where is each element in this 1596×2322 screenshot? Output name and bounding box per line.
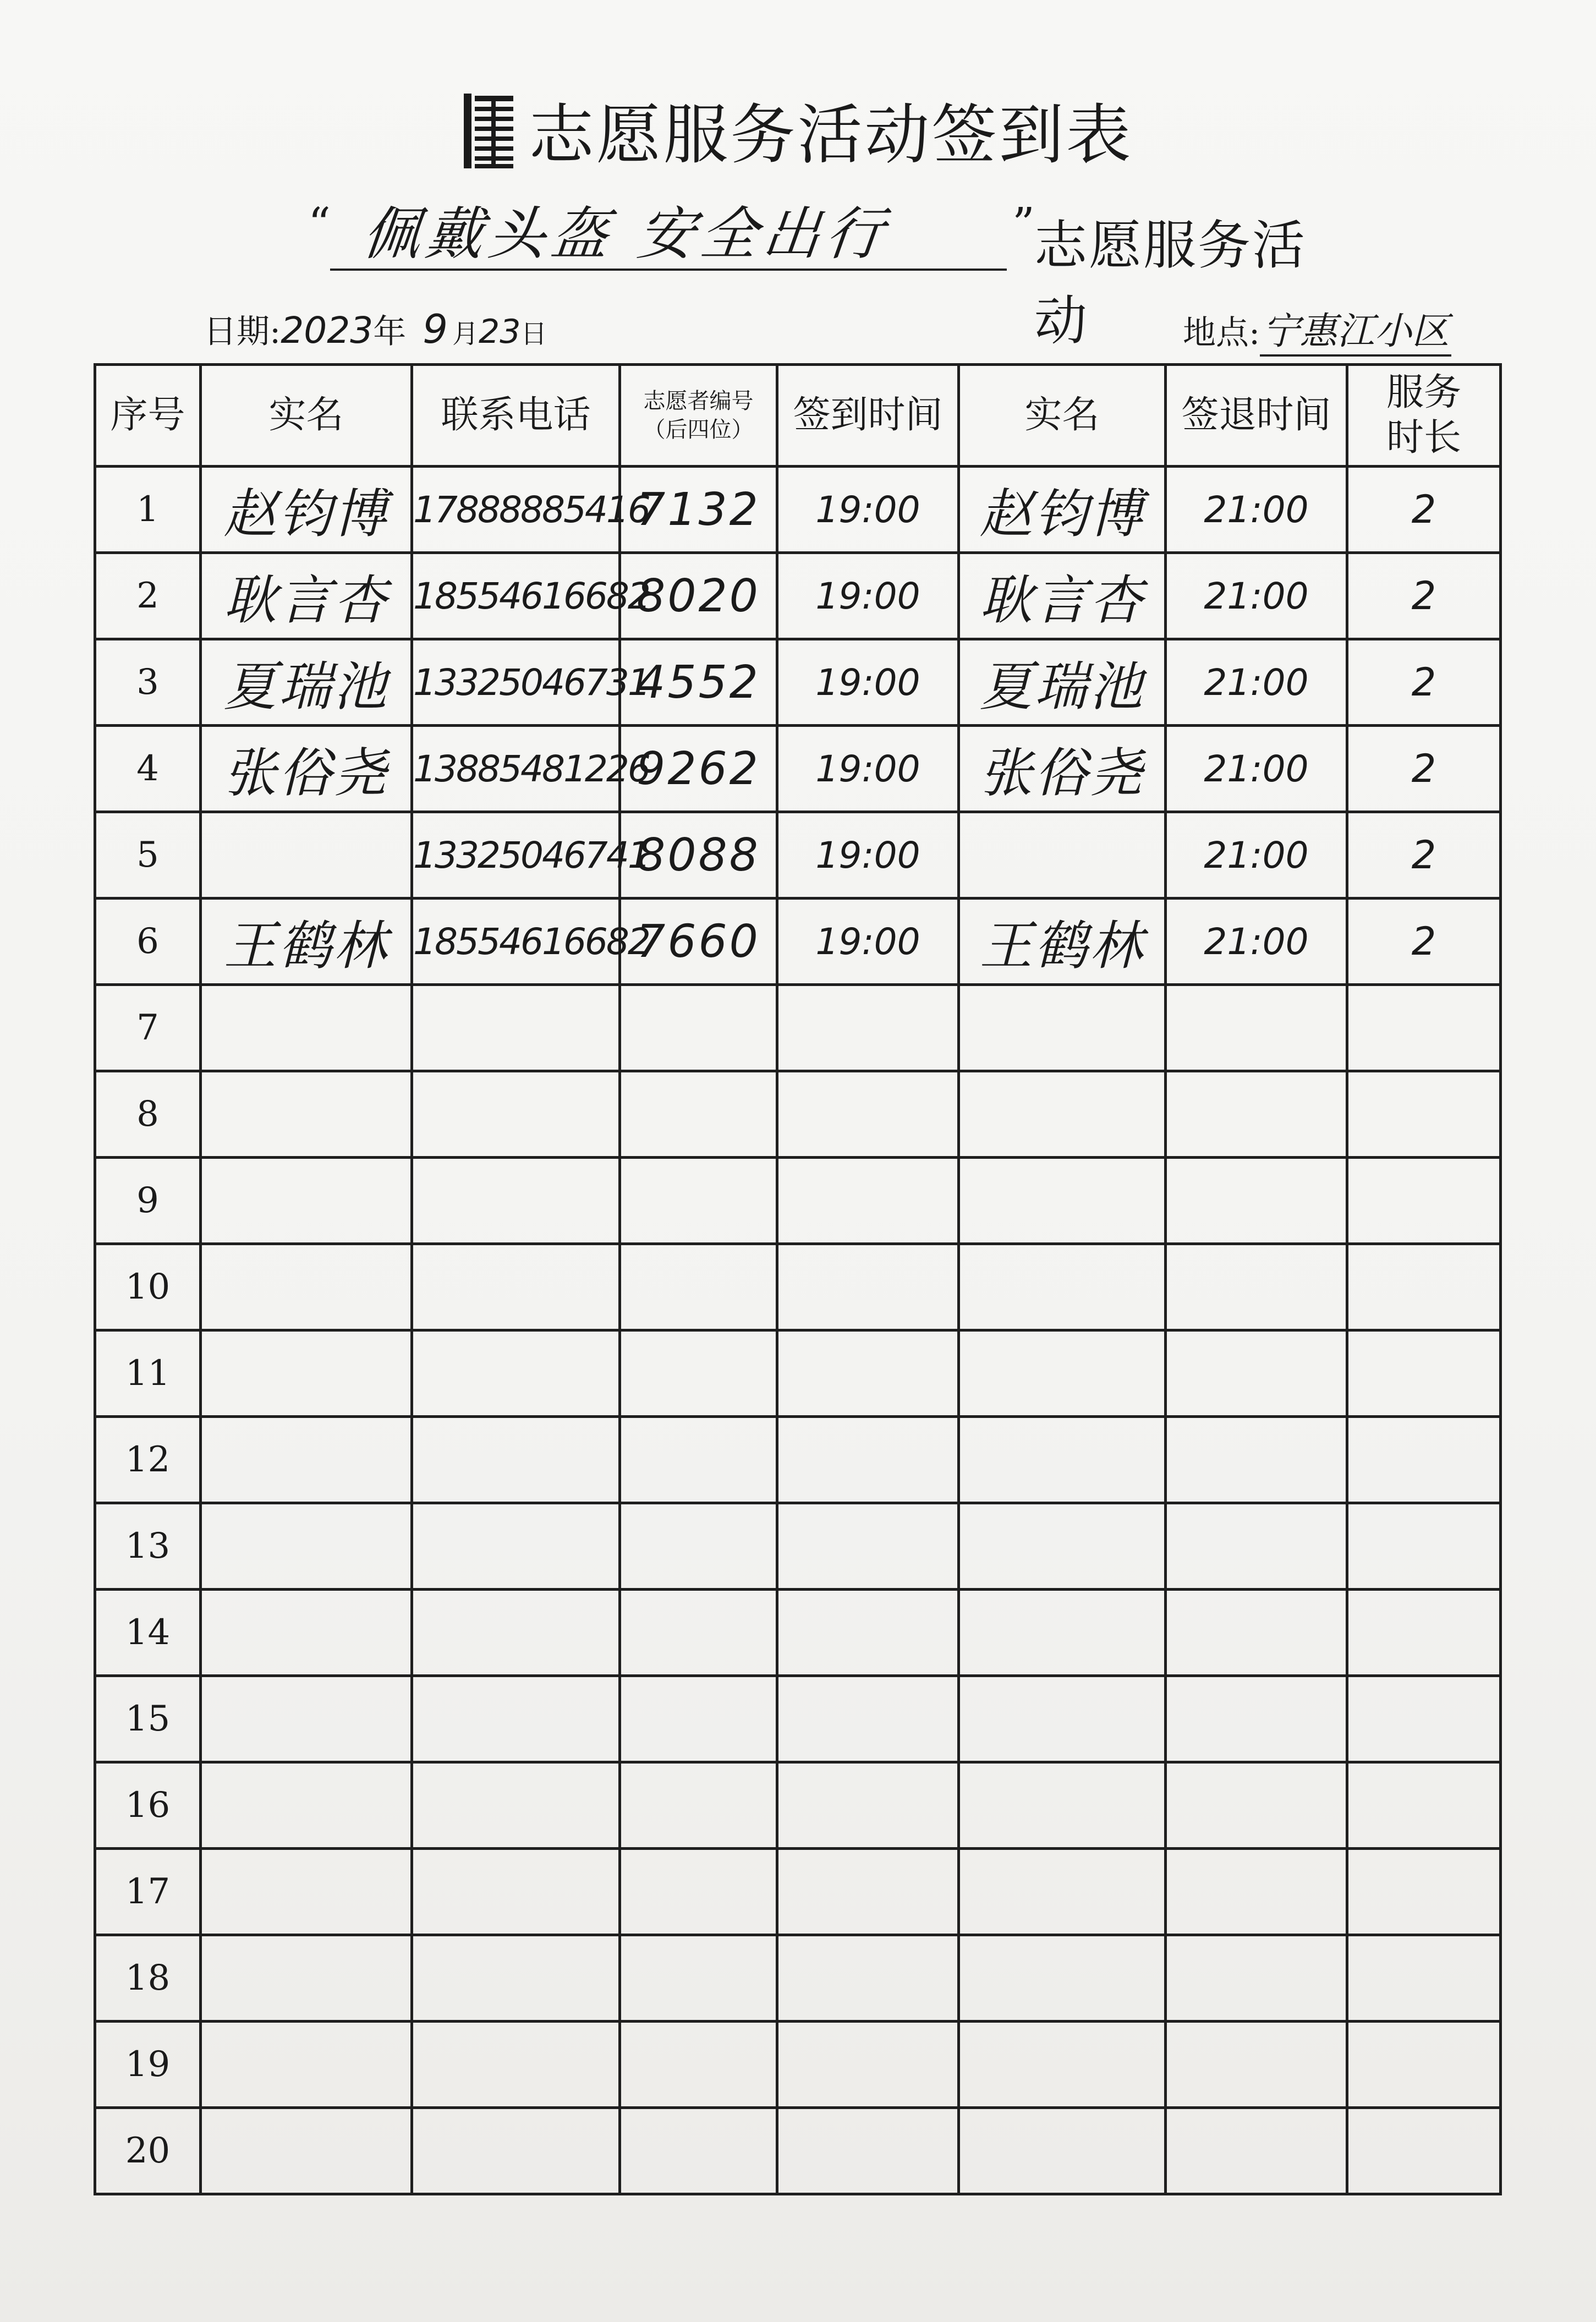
volunteer-logo-icon bbox=[463, 92, 515, 169]
table-row bbox=[95, 1071, 1501, 1158]
table-row bbox=[95, 899, 1501, 985]
name-cell bbox=[201, 1676, 412, 1762]
signout-name-cell bbox=[959, 1158, 1166, 1244]
volunteer-id-cell: 7132 bbox=[620, 467, 777, 553]
signout-name-cell bbox=[959, 1849, 1166, 1935]
checkin-cell bbox=[777, 1417, 959, 1503]
phone-cell bbox=[412, 1849, 620, 1935]
signout-name-cell bbox=[959, 1417, 1166, 1503]
checkin-cell bbox=[777, 1330, 959, 1417]
signout-name-cell bbox=[959, 1503, 1166, 1590]
volunteer-id-cell bbox=[620, 2108, 777, 2194]
phone-cell bbox=[412, 1762, 620, 1849]
seq-cell: 5 bbox=[95, 812, 201, 899]
checkin-cell bbox=[777, 1503, 959, 1590]
checkin-cell: 19:00 bbox=[777, 467, 959, 553]
signout-name-cell: 赵钧博 bbox=[959, 467, 1166, 553]
table-row bbox=[95, 1330, 1501, 1417]
duration-cell bbox=[1347, 1158, 1501, 1244]
volunteer-id-cell bbox=[620, 1503, 777, 1590]
col-header-checkout: 签退时间 bbox=[1166, 365, 1347, 467]
col-header-volunteer-id-line2: （后四位） bbox=[643, 417, 754, 442]
phone-cell bbox=[412, 2022, 620, 2108]
checkin-cell bbox=[777, 985, 959, 1071]
checkin-cell bbox=[777, 1676, 959, 1762]
location-value: 宁惠江小区 bbox=[1260, 310, 1451, 357]
duration-cell: 2 bbox=[1347, 726, 1501, 812]
volunteer-id-cell: 8088 bbox=[620, 812, 777, 899]
signout-name-cell bbox=[959, 812, 1166, 899]
checkout-cell bbox=[1166, 1071, 1347, 1158]
volunteer-id-cell bbox=[620, 1071, 777, 1158]
seq-cell: 7 bbox=[95, 985, 201, 1071]
name-cell bbox=[201, 812, 412, 899]
phone-cell bbox=[412, 1590, 620, 1676]
table-row bbox=[95, 553, 1501, 639]
table-row bbox=[95, 1762, 1501, 1849]
duration-cell bbox=[1347, 985, 1501, 1071]
activity-name: 佩戴头盔 安全出行 bbox=[359, 200, 892, 267]
phone-cell: 13325046731 bbox=[412, 639, 620, 726]
seq-cell: 19 bbox=[95, 2022, 201, 2108]
duration-cell bbox=[1347, 1503, 1501, 1590]
checkout-cell: 21:00 bbox=[1166, 639, 1347, 726]
checkout-cell bbox=[1166, 1503, 1347, 1590]
seq-cell: 8 bbox=[95, 1071, 201, 1158]
phone-cell bbox=[412, 1158, 620, 1244]
table-row bbox=[95, 2022, 1501, 2108]
signout-name-cell bbox=[959, 985, 1166, 1071]
phone-cell bbox=[412, 985, 620, 1071]
phone-cell: 13325046741 bbox=[412, 812, 620, 899]
col-header-volunteer-id-line1: 志愿者编号 bbox=[643, 388, 754, 414]
signout-name-cell bbox=[959, 1590, 1166, 1676]
volunteer-id-cell bbox=[620, 1762, 777, 1849]
duration-cell: 2 bbox=[1347, 812, 1501, 899]
col-header-name: 实名 bbox=[201, 365, 412, 467]
name-cell bbox=[201, 1417, 412, 1503]
checkout-cell: 21:00 bbox=[1166, 467, 1347, 553]
table-row bbox=[95, 812, 1501, 899]
volunteer-id-cell: 7660 bbox=[620, 899, 777, 985]
phone-cell bbox=[412, 1676, 620, 1762]
date-label: 日期: bbox=[204, 313, 281, 351]
table-row bbox=[95, 1503, 1501, 1590]
checkout-cell bbox=[1166, 985, 1347, 1071]
seq-cell: 1 bbox=[95, 467, 201, 553]
date-year: 2023 bbox=[281, 309, 374, 352]
checkout-cell bbox=[1166, 1762, 1347, 1849]
duration-cell bbox=[1347, 1762, 1501, 1849]
col-header-phone: 联系电话 bbox=[412, 365, 620, 467]
checkout-cell bbox=[1166, 2022, 1347, 2108]
seq-cell: 16 bbox=[95, 1762, 201, 1849]
date-day-unit: 日 bbox=[520, 319, 547, 349]
checkin-cell bbox=[777, 1244, 959, 1330]
seq-cell: 3 bbox=[95, 639, 201, 726]
duration-cell bbox=[1347, 1935, 1501, 2022]
signout-name-cell bbox=[959, 1935, 1166, 2022]
checkin-cell: 19:00 bbox=[777, 639, 959, 726]
duration-cell bbox=[1347, 1244, 1501, 1330]
checkout-cell bbox=[1166, 1244, 1347, 1330]
checkout-cell bbox=[1166, 1590, 1347, 1676]
volunteer-id-cell: 9262 bbox=[620, 726, 777, 812]
signout-name-cell: 耿言杏 bbox=[959, 553, 1166, 639]
duration-cell bbox=[1347, 2022, 1501, 2108]
signout-name-cell bbox=[959, 2022, 1166, 2108]
date-day: 23 bbox=[479, 313, 521, 351]
name-cell bbox=[201, 1503, 412, 1590]
signout-name-cell bbox=[959, 1071, 1166, 1158]
seq-cell: 2 bbox=[95, 553, 201, 639]
checkin-cell bbox=[777, 1158, 959, 1244]
date-field bbox=[204, 305, 547, 353]
duration-cell: 2 bbox=[1347, 553, 1501, 639]
table-row bbox=[95, 2108, 1501, 2194]
phone-cell: 13885481226 bbox=[412, 726, 620, 812]
phone-cell bbox=[412, 1503, 620, 1590]
checkin-cell bbox=[777, 1935, 959, 2022]
name-cell bbox=[201, 1158, 412, 1244]
duration-cell: 2 bbox=[1347, 639, 1501, 726]
checkout-cell: 21:00 bbox=[1166, 553, 1347, 639]
name-cell: 张俗尧 bbox=[201, 726, 412, 812]
checkin-cell: 19:00 bbox=[777, 899, 959, 985]
name-cell: 耿言杏 bbox=[201, 553, 412, 639]
volunteer-id-cell bbox=[620, 1244, 777, 1330]
duration-cell bbox=[1347, 1676, 1501, 1762]
checkout-cell bbox=[1166, 1935, 1347, 2022]
table-row bbox=[95, 467, 1501, 553]
col-header-duration bbox=[1347, 365, 1501, 467]
volunteer-id-cell bbox=[620, 1676, 777, 1762]
checkin-cell: 19:00 bbox=[777, 726, 959, 812]
signout-name-cell bbox=[959, 2108, 1166, 2194]
duration-cell bbox=[1347, 1330, 1501, 1417]
table-row bbox=[95, 1158, 1501, 1244]
activity-underline bbox=[330, 269, 1007, 271]
checkout-cell bbox=[1166, 1676, 1347, 1762]
signout-name-cell bbox=[959, 1676, 1166, 1762]
date-year-unit: 年 bbox=[373, 313, 407, 351]
table-row bbox=[95, 639, 1501, 726]
duration-cell bbox=[1347, 1071, 1501, 1158]
checkout-cell: 21:00 bbox=[1166, 726, 1347, 812]
checkout-cell bbox=[1166, 1158, 1347, 1244]
checkin-cell bbox=[777, 2022, 959, 2108]
name-cell bbox=[201, 1590, 412, 1676]
signout-name-cell: 王鹤林 bbox=[959, 899, 1166, 985]
phone-cell: 18554616682 bbox=[412, 553, 620, 639]
duration-cell bbox=[1347, 1849, 1501, 1935]
volunteer-id-cell bbox=[620, 2022, 777, 2108]
name-cell: 王鹤林 bbox=[201, 899, 412, 985]
close-quote: ” bbox=[1012, 198, 1035, 249]
name-cell bbox=[201, 985, 412, 1071]
signout-name-cell bbox=[959, 1244, 1166, 1330]
volunteer-id-cell bbox=[620, 1590, 777, 1676]
date-month-unit: 月 bbox=[452, 319, 479, 349]
checkout-cell: 21:00 bbox=[1166, 812, 1347, 899]
table-header-row bbox=[95, 365, 1501, 467]
checkin-cell bbox=[777, 1762, 959, 1849]
checkin-cell: 19:00 bbox=[777, 812, 959, 899]
table-row bbox=[95, 1417, 1501, 1503]
signout-name-cell: 张俗尧 bbox=[959, 726, 1166, 812]
table-row bbox=[95, 1935, 1501, 2022]
name-cell bbox=[201, 1244, 412, 1330]
table-row bbox=[95, 1676, 1501, 1762]
signout-name-cell bbox=[959, 1762, 1166, 1849]
checkout-cell bbox=[1166, 2108, 1347, 2194]
signout-name-cell bbox=[959, 1330, 1166, 1417]
checkin-cell: 19:00 bbox=[777, 553, 959, 639]
table-row bbox=[95, 1590, 1501, 1676]
phone-cell bbox=[412, 1244, 620, 1330]
phone-cell bbox=[412, 1417, 620, 1503]
table-row bbox=[95, 726, 1501, 812]
signout-name-cell: 夏瑞池 bbox=[959, 639, 1166, 726]
seq-cell: 14 bbox=[95, 1590, 201, 1676]
duration-cell bbox=[1347, 1590, 1501, 1676]
seq-cell: 17 bbox=[95, 1849, 201, 1935]
date-month: 9 bbox=[423, 306, 448, 352]
phone-cell bbox=[412, 1935, 620, 2022]
checkout-cell: 21:00 bbox=[1166, 899, 1347, 985]
col-header-checkin: 签到时间 bbox=[777, 365, 959, 467]
signin-table bbox=[94, 363, 1502, 2195]
seq-cell: 6 bbox=[95, 899, 201, 985]
checkin-cell bbox=[777, 2108, 959, 2194]
duration-cell bbox=[1347, 1417, 1501, 1503]
volunteer-id-cell bbox=[620, 1330, 777, 1417]
name-cell bbox=[201, 1330, 412, 1417]
seq-cell: 13 bbox=[95, 1503, 201, 1590]
phone-cell bbox=[412, 1071, 620, 1158]
phone-cell: 17888885416 bbox=[412, 467, 620, 553]
seq-cell: 11 bbox=[95, 1330, 201, 1417]
name-cell bbox=[201, 2108, 412, 2194]
name-cell bbox=[201, 1071, 412, 1158]
volunteer-id-cell bbox=[620, 1158, 777, 1244]
table-row bbox=[95, 1849, 1501, 1935]
seq-cell: 10 bbox=[95, 1244, 201, 1330]
seq-cell: 20 bbox=[95, 2108, 201, 2194]
volunteer-id-cell bbox=[620, 1849, 777, 1935]
title-text: 志愿服务活动签到表 bbox=[529, 97, 1133, 173]
table-body bbox=[95, 467, 1501, 2194]
name-cell bbox=[201, 1762, 412, 1849]
col-header-seq: 序号 bbox=[95, 365, 201, 467]
seq-cell: 9 bbox=[95, 1158, 201, 1244]
checkout-cell bbox=[1166, 1417, 1347, 1503]
seq-cell: 15 bbox=[95, 1676, 201, 1762]
duration-cell: 2 bbox=[1347, 467, 1501, 553]
col-header-duration-line2: 时长 bbox=[1386, 416, 1461, 459]
seq-cell: 12 bbox=[95, 1417, 201, 1503]
checkin-cell bbox=[777, 1849, 959, 1935]
location-label: 地点: bbox=[1183, 314, 1260, 352]
open-quote: “ bbox=[308, 198, 331, 249]
duration-cell bbox=[1347, 2108, 1501, 2194]
volunteer-id-cell: 4552 bbox=[620, 639, 777, 726]
volunteer-id-cell bbox=[620, 1935, 777, 2022]
checkin-cell bbox=[777, 1071, 959, 1158]
name-cell: 夏瑞池 bbox=[201, 639, 412, 726]
name-cell bbox=[201, 1849, 412, 1935]
volunteer-id-cell bbox=[620, 985, 777, 1071]
location-field bbox=[1183, 302, 1451, 355]
activity-suffix: 志愿服务活动 bbox=[1034, 215, 1307, 352]
phone-cell bbox=[412, 2108, 620, 2194]
table-row bbox=[95, 985, 1501, 1071]
col-header-duration-line1: 服务 bbox=[1386, 371, 1461, 415]
seq-cell: 4 bbox=[95, 726, 201, 812]
phone-cell: 18554616682 bbox=[412, 899, 620, 985]
page-title bbox=[0, 83, 1596, 176]
col-header-name2: 实名 bbox=[959, 365, 1166, 467]
volunteer-id-cell bbox=[620, 1417, 777, 1503]
name-cell bbox=[201, 1935, 412, 2022]
seq-cell: 18 bbox=[95, 1935, 201, 2022]
checkout-cell bbox=[1166, 1330, 1347, 1417]
checkout-cell bbox=[1166, 1849, 1347, 1935]
phone-cell bbox=[412, 1330, 620, 1417]
volunteer-id-cell: 8020 bbox=[620, 553, 777, 639]
table-row bbox=[95, 1244, 1501, 1330]
duration-cell: 2 bbox=[1347, 899, 1501, 985]
checkin-cell bbox=[777, 1590, 959, 1676]
col-header-volunteer-id bbox=[620, 365, 777, 467]
name-cell: 赵钧博 bbox=[201, 467, 412, 553]
name-cell bbox=[201, 2022, 412, 2108]
